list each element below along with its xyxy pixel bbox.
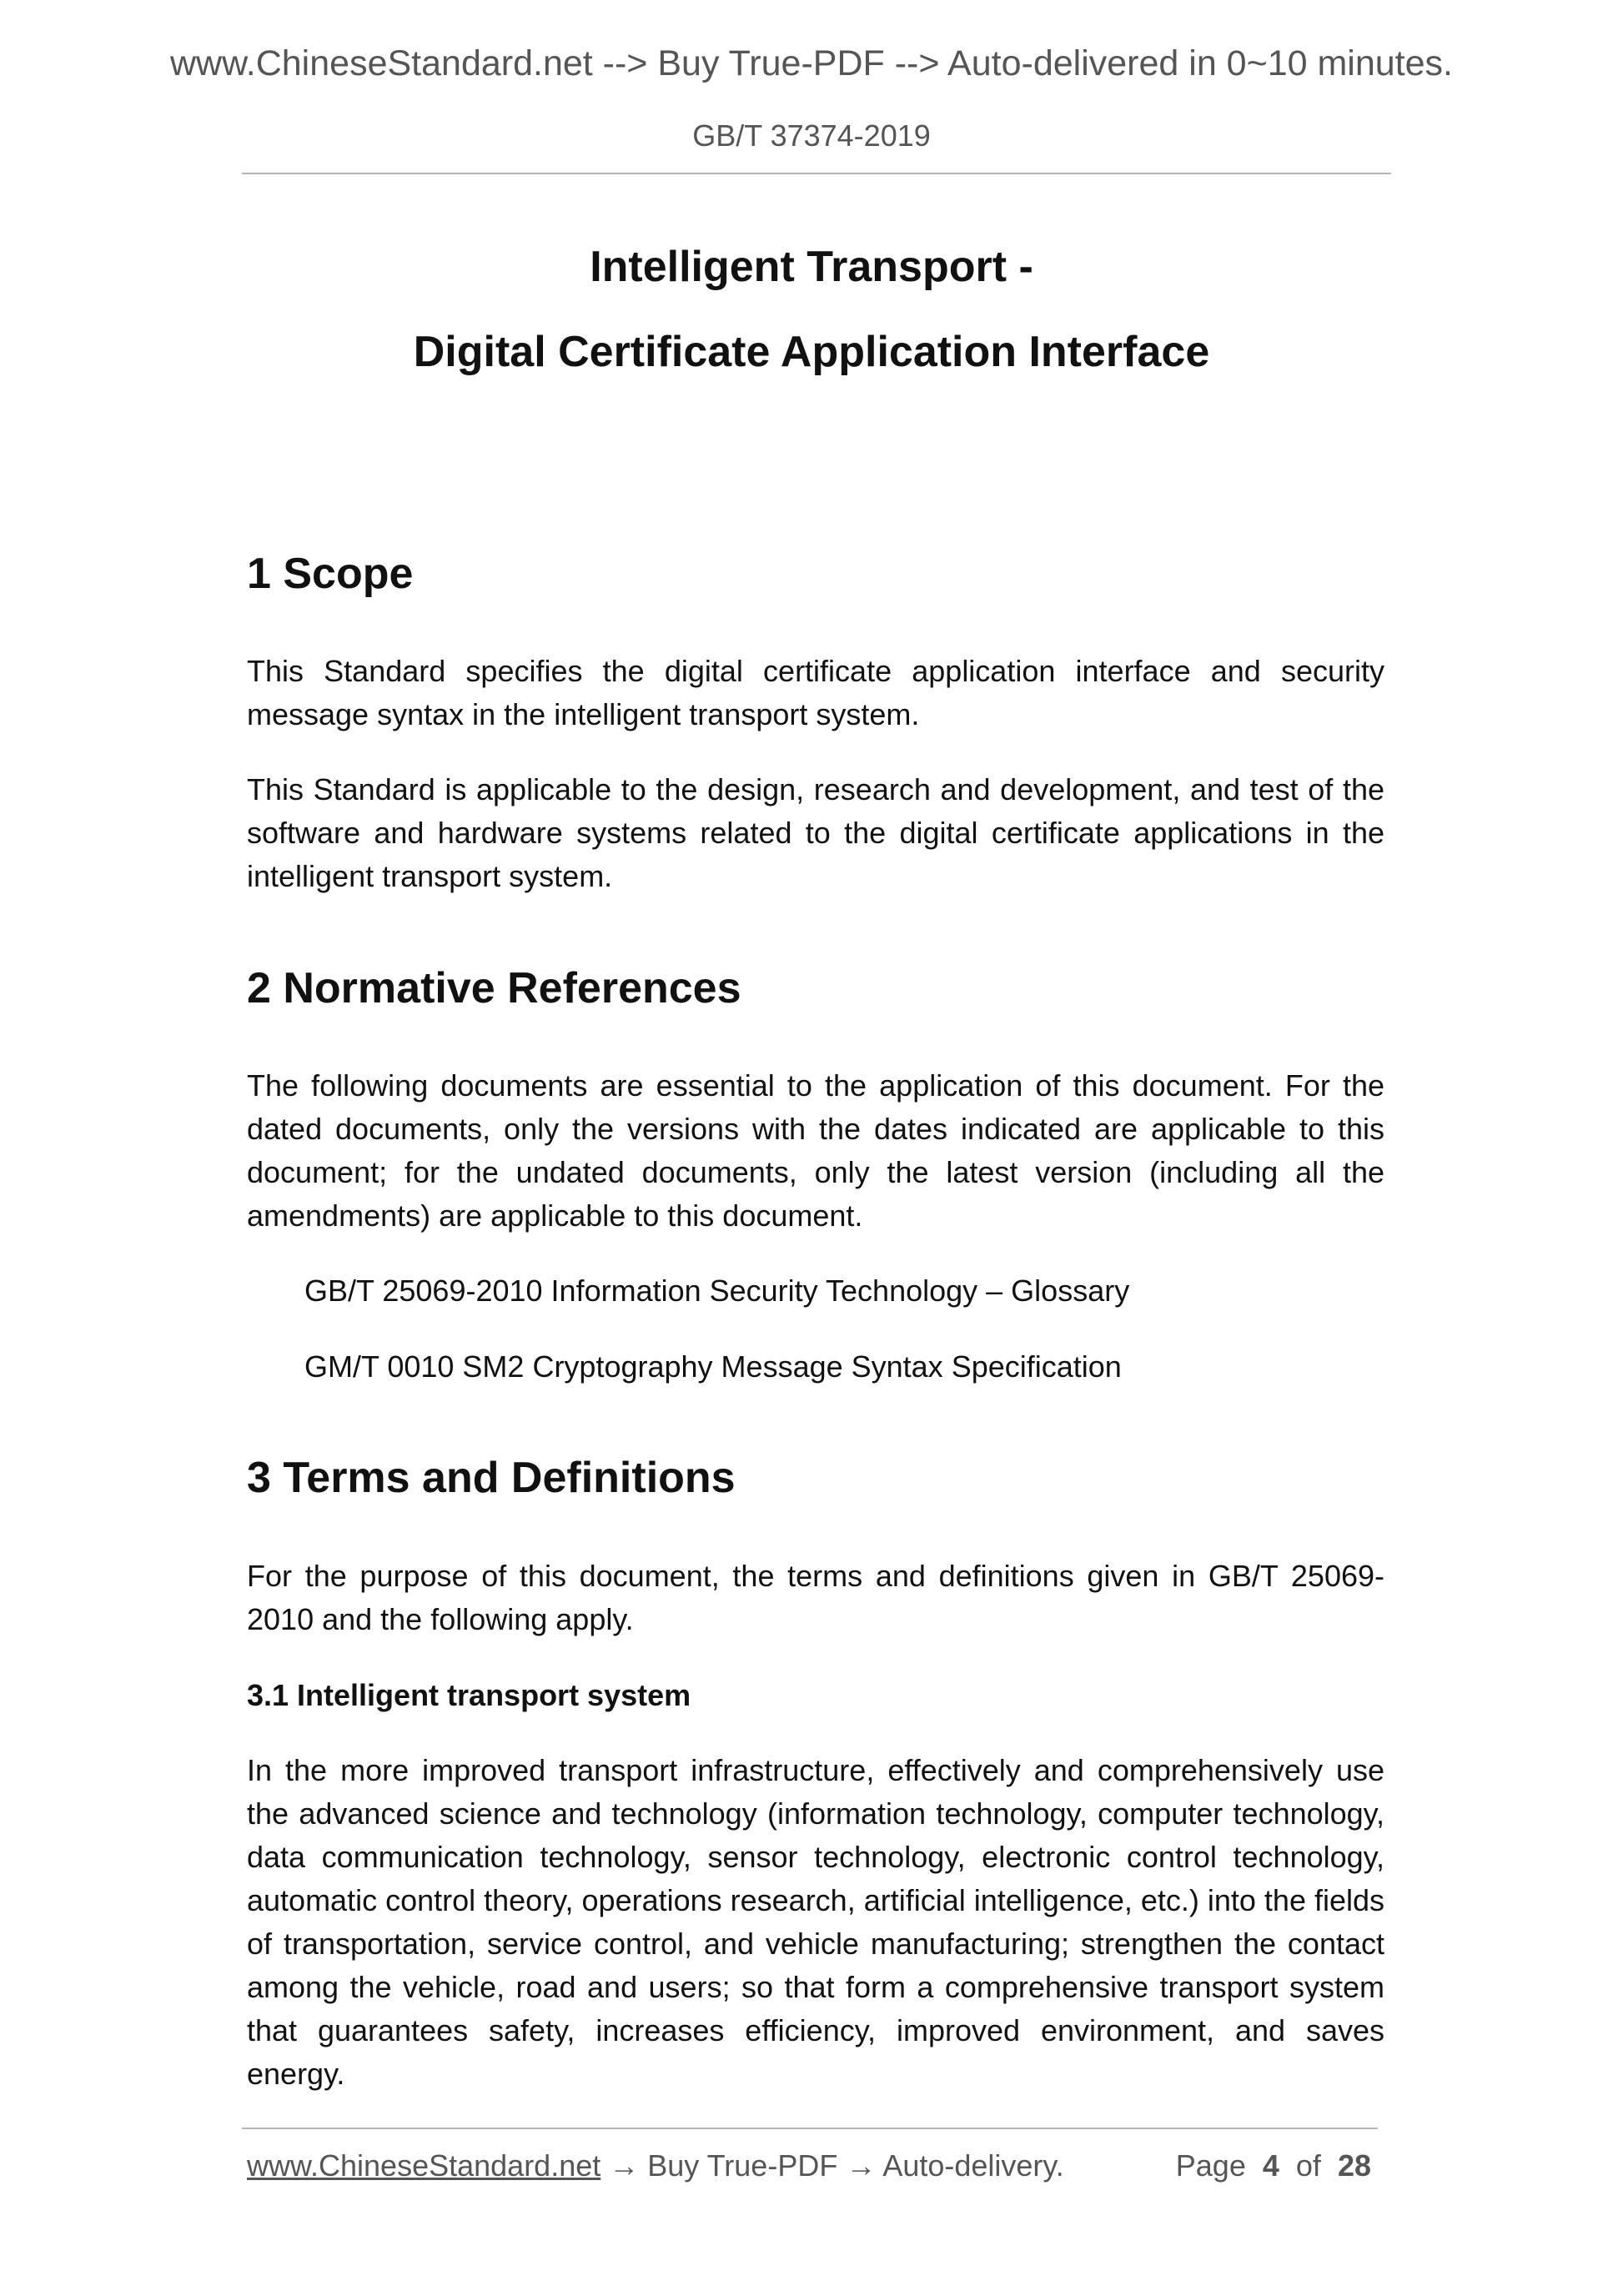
scope-paragraph-1: This Standard specifies the digital certificate application interface and security message syntax in the intelligent transport system. [247, 654, 1384, 731]
footer-promo-text: → Buy True-PDF → Auto-delivery. [600, 2148, 1064, 2183]
section-heading-normative-references: 2 Normative References [247, 964, 741, 1012]
reference-item: GB/T 25069-2010 Information Security Technology – Glossary [304, 1274, 1130, 1308]
reference-item: GM/T 0010 SM2 Cryptography Message Syntax Specification [304, 1349, 1122, 1384]
of-word: of [1295, 2148, 1321, 2183]
page-total: 28 [1337, 2148, 1371, 2183]
scope-paragraph-2: This Standard is applicable to the design, research and development, and test of the software and hardware systems related to the digital certificate applications in the intelligent transport system. [247, 772, 1384, 893]
footer-promo [247, 2148, 1064, 2183]
definition-paragraph-3-1: In the more improved transport infrastructure, effectively and comprehensively use the advanced science and technology (information technology, computer technology, data communication technology, sensor technology, electronic control technology, automatic control theory, operations research, artificial intelligence, etc.) into the fields of transportation, service control, and vehicle manufacturing; strengthen the contact among the vehicle, road and users; so that form a comprehensive transport system that guarantees safety, increases efficiency, improved environment, and saves energy. [247, 1753, 1385, 2091]
page-word: Page [1175, 2148, 1246, 2183]
document-title-line-2: Digital Certificate Application Interface [413, 328, 1210, 376]
section-heading-scope: 1 Scope [247, 550, 414, 598]
terms-paragraph-1: For the purpose of this document, the terms and definitions given in GB/T 25069-2010 and the following apply. [247, 1559, 1384, 1636]
top-banner: www.ChineseStandard.net --> Buy True-PDF --> Auto-delivered in 0~10 minutes. [169, 43, 1453, 83]
subsection-heading-3-1: 3.1 Intelligent transport system [247, 1678, 691, 1712]
normative-paragraph-1: The following documents are essential to the application of this document. For the dated documents, only the versions with the dates indicated are applicable to this document; for the undated documents, only the latest version (including all the amendments) are applicable to this document. [247, 1068, 1384, 1233]
document-title-line-1: Intelligent Transport - [590, 243, 1033, 291]
section-heading-terms-definitions: 3 Terms and Definitions [247, 1454, 736, 1502]
footer-divider [242, 2128, 1378, 2129]
standard-code: GB/T 37374-2019 [692, 118, 931, 153]
page-number: 4 [1262, 2148, 1279, 2183]
page-indicator [1176, 2148, 1371, 2183]
header-divider [242, 173, 1391, 174]
footer-site-link[interactable]: www.ChineseStandard.net [247, 2148, 601, 2183]
